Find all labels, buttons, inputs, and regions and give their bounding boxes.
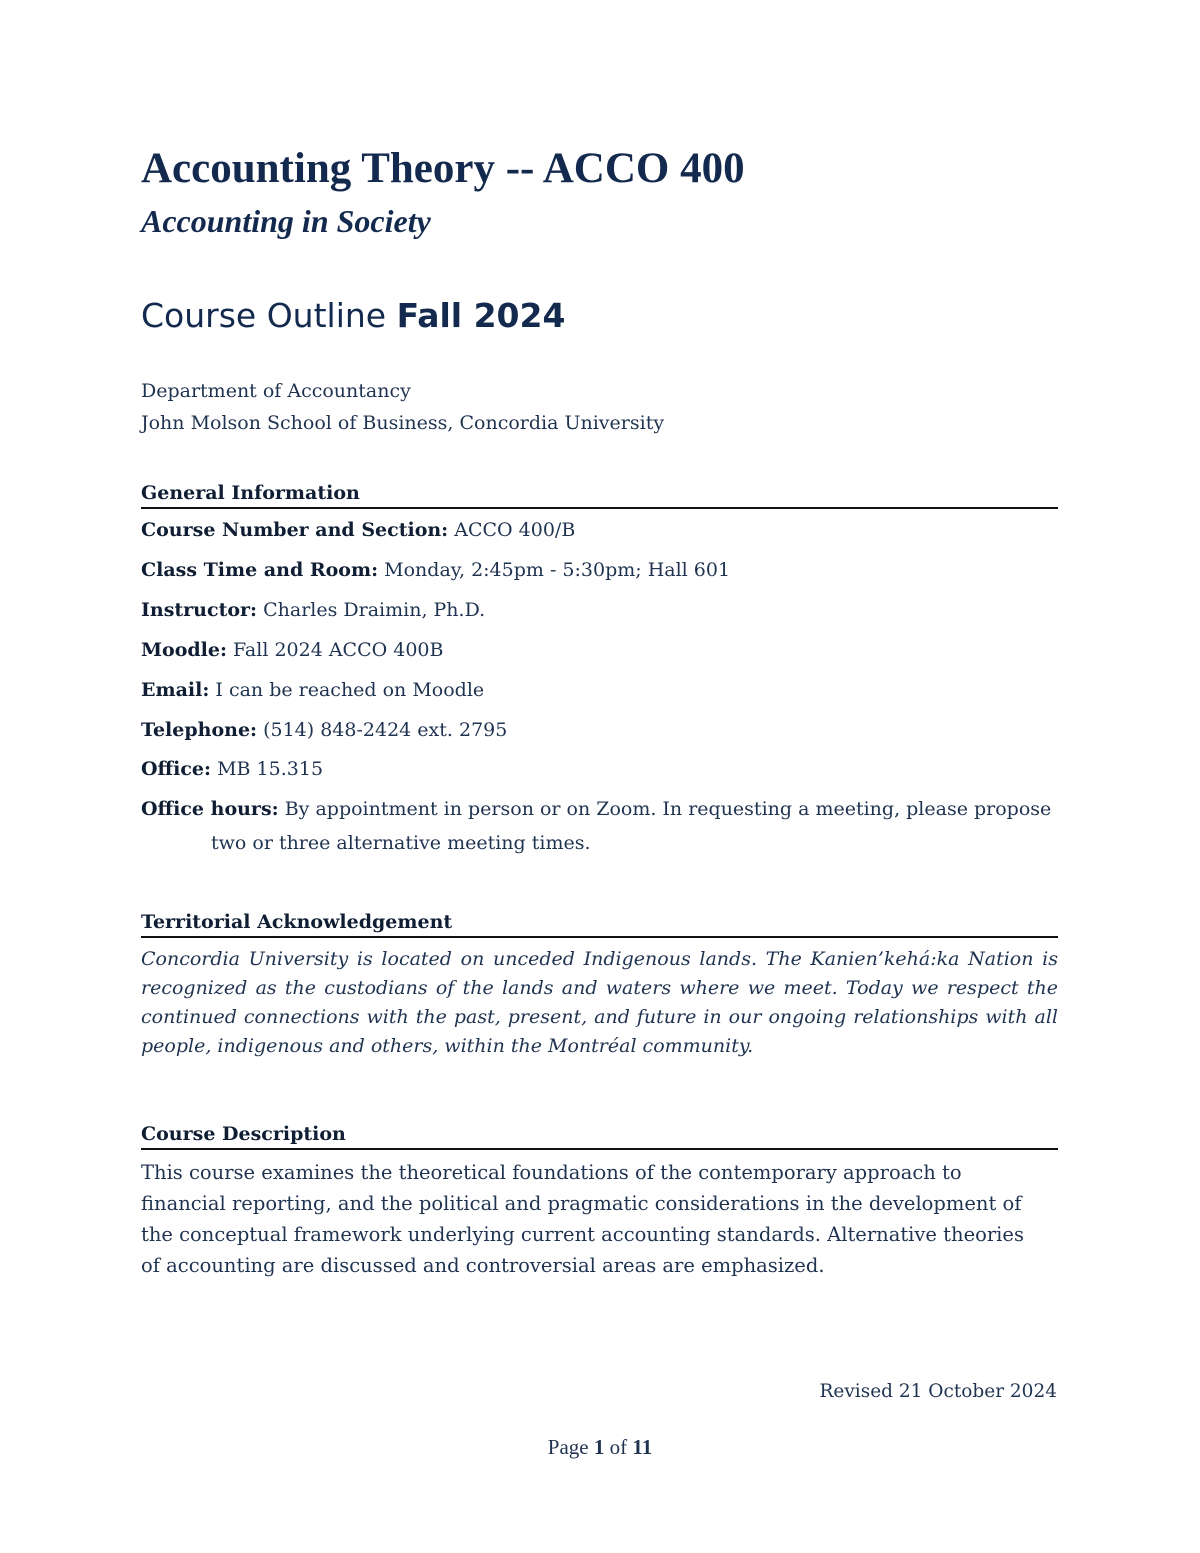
page-current: 1 (593, 1435, 605, 1459)
info-telephone (141, 717, 507, 743)
outline-term: Fall 2024 (396, 296, 566, 335)
info-office-hours (141, 796, 1058, 856)
outline-prefix: Course Outline (141, 296, 387, 335)
info-label: Moodle: (141, 639, 227, 661)
page-number (0, 1433, 1200, 1461)
info-value: (514) 848-2424 ext. 2795 (263, 719, 508, 741)
page-of: of (609, 1435, 628, 1459)
info-course-number (141, 517, 575, 543)
course-outline-heading (141, 294, 565, 338)
document-subtitle: Accounting in Society (141, 203, 431, 239)
info-label: Telephone: (141, 719, 258, 741)
department-name: Department of Accountancy (141, 380, 411, 402)
info-value: I can be reached on Moodle (215, 679, 485, 701)
info-label: Email: (141, 679, 210, 701)
department-block (141, 375, 664, 439)
info-label: Class Time and Room: (141, 559, 379, 581)
school-name: John Molson School of Business, Concordia University (141, 412, 665, 434)
page-prefix: Page (547, 1435, 589, 1459)
info-value: Fall 2024 ACCO 400B (233, 639, 444, 661)
territorial-acknowledgement-text: Concordia University is located on unceded Indigenous lands. The Kanien’kehá:ka Nation is recognized as the custodians of the lands and waters where we meet. Today we respect the continued connections with the past, present, and future in our ongoing relationships with all people, indigenous and others, within the Montréal community. (141, 948, 1058, 1057)
info-value: By appointment in person or on Zoom. In requesting a meeting, please propose (284, 798, 1052, 820)
info-value: ACCO 400/B (454, 519, 576, 541)
info-email (141, 677, 484, 703)
info-label: Course Number and Section: (141, 519, 449, 541)
info-moodle (141, 637, 443, 663)
info-class-time (141, 557, 730, 583)
info-label: Office: (141, 758, 212, 780)
course-description-heading: Course Description (141, 1120, 1058, 1150)
document-title: Accounting Theory -- ACCO 400 (141, 145, 745, 192)
info-value-continuation: two or three alternative meeting times. (211, 832, 591, 854)
info-value: MB 15.315 (217, 758, 324, 780)
general-information-heading: General Information (141, 479, 1058, 509)
page-total: 11 (632, 1435, 653, 1459)
info-value: Monday, 2:45pm - 5:30pm; Hall 601 (384, 559, 731, 581)
course-description-text: This course examines the theoretical foundations of the contemporary approach to financial reporting, and the political and pragmatic considerations in the development of the conceptual framework underlying current accounting standards. Alternative theories of accounting are discussed and controversial areas are emphasized. (141, 1161, 1024, 1277)
info-instructor (141, 597, 485, 623)
territorial-acknowledgement-heading: Territorial Acknowledgement (141, 908, 1058, 938)
info-label: Office hours: (141, 798, 279, 820)
revised-date: Revised 21 October 2024 (819, 1381, 1057, 1402)
info-label: Instructor: (141, 599, 258, 621)
info-office (141, 756, 323, 782)
info-value: Charles Draimin, Ph.D. (263, 599, 486, 621)
